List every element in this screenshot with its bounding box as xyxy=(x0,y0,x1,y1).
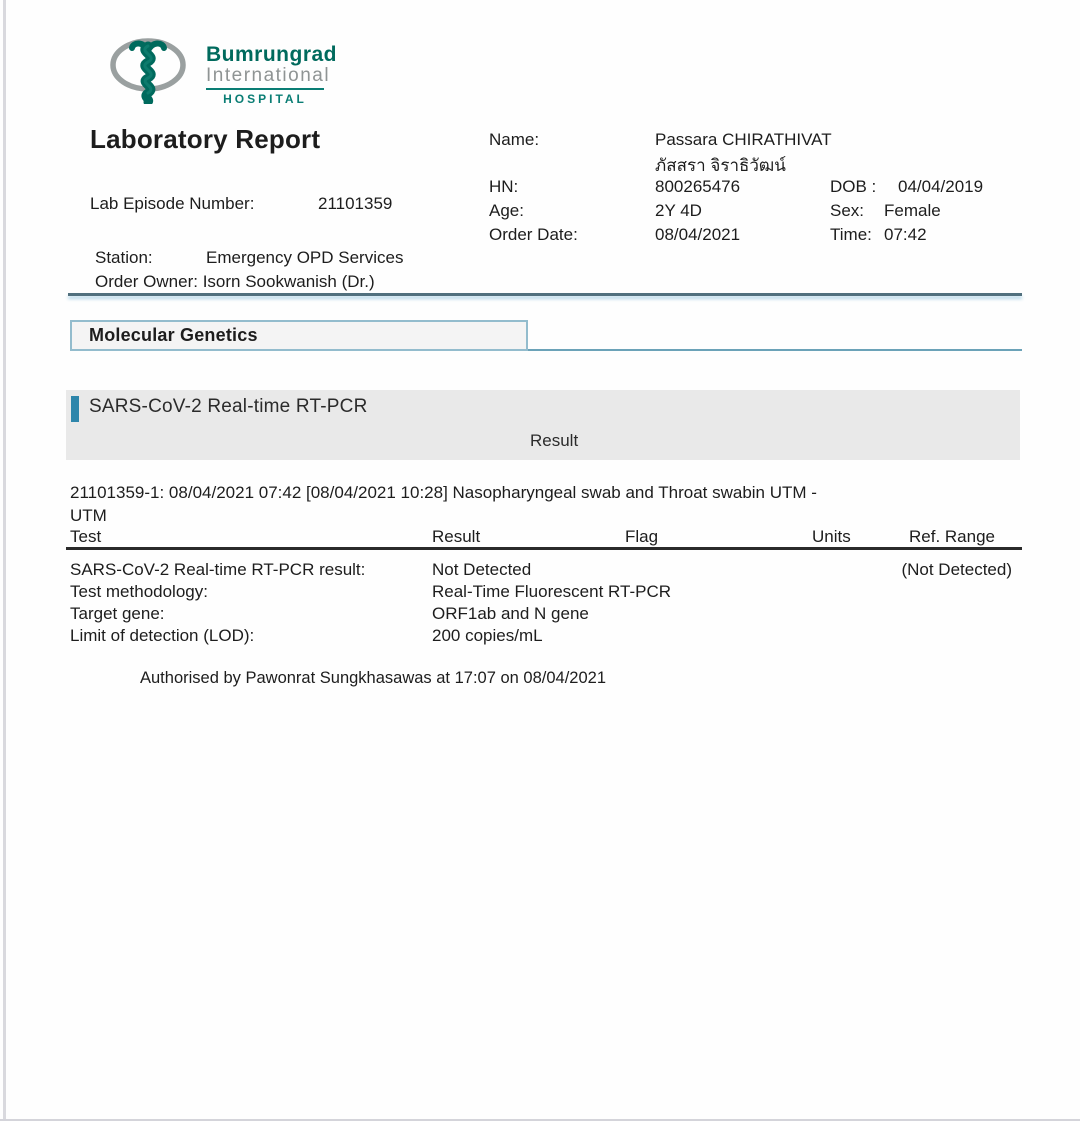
cell-test: Limit of detection (LOD): xyxy=(70,626,255,645)
time-value: 07:42 xyxy=(884,225,927,244)
column-header-ref-range: Ref. Range xyxy=(909,527,995,546)
cell-test: Target gene: xyxy=(70,604,165,623)
sex-value: Female xyxy=(884,201,941,220)
dob-value: 04/04/2019 xyxy=(898,177,984,196)
hn-label: HN: xyxy=(489,177,519,196)
caduceus-icon xyxy=(108,38,200,104)
sex-label: Sex: xyxy=(830,201,865,220)
cell-result: Not Detected xyxy=(432,560,532,579)
age-label: Age: xyxy=(489,201,524,220)
lab-episode-row xyxy=(90,194,393,214)
column-header-flag: Flag xyxy=(625,527,659,546)
specimen-line-2: UTM xyxy=(70,506,107,525)
table-row xyxy=(0,582,1080,604)
column-header-test: Test xyxy=(70,527,102,546)
section-accent-bar xyxy=(71,396,79,422)
name-value: Passara CHIRATHIVAT xyxy=(655,130,832,149)
cell-test: Test methodology: xyxy=(70,582,208,601)
cell-test: SARS-CoV-2 Real-time RT-PCR result: xyxy=(70,560,366,579)
result-subheader: Result xyxy=(530,431,579,450)
dob-label: DOB : xyxy=(830,177,877,196)
results-table-body xyxy=(0,560,1080,648)
header-divider xyxy=(68,293,1022,296)
table-row xyxy=(0,626,1080,648)
logo-hospital: HOSPITAL xyxy=(223,92,307,106)
column-header-units: Units xyxy=(812,527,851,546)
age-value: 2Y 4D xyxy=(655,201,702,220)
station-value: Emergency OPD Services xyxy=(206,248,404,267)
department-title: Molecular Genetics xyxy=(89,325,258,345)
name-label: Name: xyxy=(489,130,540,149)
cell-result: Real-Time Fluorescent RT-PCR xyxy=(432,582,672,601)
lab-episode-label: Lab Episode Number: xyxy=(90,194,255,213)
department-box xyxy=(70,320,528,351)
hn-value: 800265476 xyxy=(655,177,741,196)
logo-rule xyxy=(206,88,324,90)
test-title: SARS-CoV-2 Real-time RT-PCR xyxy=(89,396,368,417)
hospital-logo-text xyxy=(206,38,337,106)
page-title: Laboratory Report xyxy=(90,124,321,154)
hospital-logo xyxy=(108,38,337,106)
cell-result: 200 copies/mL xyxy=(432,626,543,645)
specimen-line-1: 21101359-1: 08/04/2021 07:42 [08/04/2021 10:28] Nasopharyngeal swab and Throat swabin UTM - xyxy=(70,483,817,502)
name-thai-value: ภัสสรา จิราธิวัฒน์ xyxy=(655,156,786,175)
cell-result: ORF1ab and N gene xyxy=(432,604,589,623)
logo-international: International xyxy=(206,65,331,86)
table-row xyxy=(0,604,1080,626)
column-header-result: Result xyxy=(432,527,481,546)
order-date-label: Order Date: xyxy=(489,225,578,244)
time-label: Time: xyxy=(830,225,872,244)
station-row xyxy=(95,248,404,268)
station-label: Station: xyxy=(95,248,153,267)
lab-episode-value: 21101359 xyxy=(318,194,393,213)
order-date-value: 08/04/2021 xyxy=(655,225,741,244)
logo-name: Bumrungrad xyxy=(206,43,337,66)
test-section-band xyxy=(66,390,1020,460)
order-owner-row: Order Owner: Isorn Sookwanish (Dr.) xyxy=(95,272,375,291)
cell-ref-range: (Not Detected) xyxy=(901,560,1012,579)
specimen-description xyxy=(70,481,1030,527)
table-header-rule xyxy=(66,547,1022,550)
table-row xyxy=(0,560,1080,582)
authorization-line: Authorised by Pawonrat Sungkhasawas at 17:07 on 08/04/2021 xyxy=(140,669,606,687)
